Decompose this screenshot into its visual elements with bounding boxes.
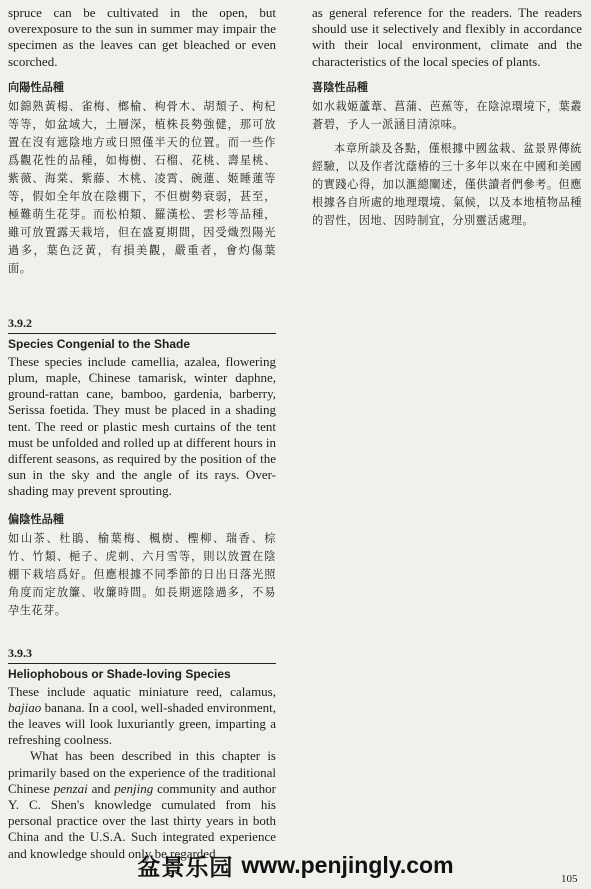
sun-loving-heading-cn: 向陽性品種 — [8, 80, 64, 94]
intro-paragraph: spruce can be cultivated in the open, but overexposure to the sun in summer may impair the specimen as the leaves can get bleached or even scorched. — [8, 5, 276, 69]
watermark — [0, 850, 591, 880]
section-number-393: 3.9.3 — [8, 645, 32, 660]
heliophobous-heading-cn: 喜陰性品種 — [312, 80, 368, 94]
heliophobous-text-cn: 如水栽姬蘆葦、菖蒲、芭蕉等，在陰涼環境下，葉叢蒼碧，予人一派涵目清涼味。 — [312, 99, 582, 131]
section-rule-393 — [8, 663, 276, 664]
section-text-393: These include aquatic miniature reed, calamus, bajiao banana. In a cool, well-shaded environment, the leaves will look luxuriantly green, imparting a refreshing coolness. — [8, 683, 276, 748]
semi-shade-heading-cn: 偏陰性品種 — [8, 512, 64, 526]
section-number-392: 3.9.2 — [8, 315, 32, 330]
semi-shade-text-cn: 如山茶、杜鵑、榆葉梅、楓樹、檉柳、瑞香、棕竹、竹類、梔子、虎刺、六月雪等，則以放置在陰棚下栽培爲好。但應根據不同季節的日出日落光照角度而定放簾、收簾時間。如長期遮陰過多，不易孕生花芽。 — [8, 531, 276, 617]
left-column — [8, 0, 276, 862]
chapter-summary-paragraph: What has been described in this chapter is primarily based on the experience of the traditional Chinese penzai and penjing community and author Y. C. Shen's knowledge cumulated from his personal practice over the last thirty years in both China and the U.S.A. Such integrated experience and knowledge should only be regarded — [8, 748, 276, 861]
right-column — [312, 0, 582, 230]
continued-paragraph: as general reference for the readers. The readers should use it selectively and flexibly in accordance with their local environment, climate and the characteristics of the local species of plants. — [312, 5, 582, 69]
page-number: 105 — [561, 873, 578, 885]
summary-text-cn: 本章所談及各點，僅根據中國盆栽、盆景界傳統經驗，以及作者沈蔭椿的三十多年以來在中國和美國的實踐心得，加以滙總闡述，僅供讀者們參考。但應根據各自所處的地理環境、氣候，以及本地植物品種的習性，因地、因時制宜，分別靈活處理。 — [312, 141, 582, 227]
sun-loving-text-cn: 如錦熟黃楊、雀梅、榔榆、枸骨木、胡頹子、枸杞等等，如盆域大，土層深，植株長勢強健，那可放置在沒有遮陰地方或日照僅半天的位置。而一些作爲觀花性的品種，如梅樹、石榴、花桃、壽星桃、紫薇、海棠、紫藤、木桃、凌霄、碗蓮、姬睡蓮等等，假如全年放在陰棚下，不但樹勢衰弱，甚至，極難萌生花芽。而松柏類、羅漢松、雲杉等品種，雖可放置露天栽培，但在盛夏期間，因受熾烈陽光過多，葉色泛黃，有損美觀，嚴重者，會灼傷葉面。 — [8, 99, 276, 275]
section-title-393: Heliophobous or Shade-loving Species — [8, 666, 231, 681]
section-rule-392 — [8, 333, 276, 334]
section-text-392: These species include camellia, azalea, flowering plum, maple, Chinese tamarisk, winter daphne, ground-rattan cane, bamboo, gardenia, barberry, Serissa foetida. They must be placed in a shading tent. The reed or plastic mesh curtains of the tent must be unfolded and rolled up at different hours in different seasons, as required by the position of the sun in the sky and the angle of its rays. Over-shading may prevent sprouting. — [8, 353, 277, 499]
watermark-cn: 盆景乐园 — [137, 854, 234, 881]
section-title-392: Species Congenial to the Shade — [8, 336, 191, 351]
watermark-url: www.penjingly.com — [241, 851, 454, 878]
